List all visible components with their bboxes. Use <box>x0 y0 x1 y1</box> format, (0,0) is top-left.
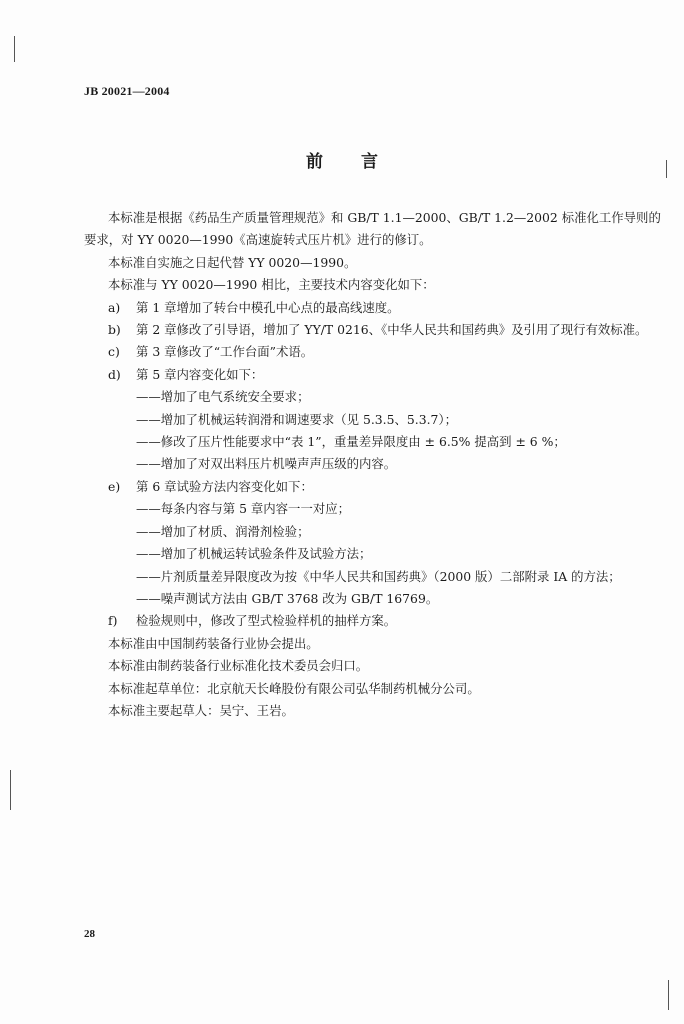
standard-code: JB 20021—2004 <box>84 84 170 98</box>
sub-list-item: ——增加了机械运转润滑和调速要求（见 5.3.5、5.3.7）； <box>136 411 457 427</box>
list-item-marker: e) <box>108 478 121 494</box>
list-item <box>84 297 659 319</box>
paragraph: 本标准由中国制药装备行业协会提出。 <box>108 635 319 651</box>
sub-list-item: ——增加了电气系统安全要求； <box>136 389 310 405</box>
paragraph: 要求，对 YY 0020—1990《高速旋转式压片机》进行的修订。 <box>84 232 432 248</box>
paragraph: 本标准与 YY 0020—1990 相比，主要技术内容变化如下： <box>108 277 435 293</box>
list-item-text: 第 6 章试验方法内容变化如下： <box>136 478 313 494</box>
list-item-marker: b) <box>108 322 121 338</box>
list-item-text: 第 2 章修改了引导语，增加了 YY/T 0216、《中华人民共和国药典》及引用了现行有效标准。 <box>136 322 648 338</box>
paragraph: 本标准起草单位：北京航天长峰股份有限公司弘华制药机械分公司。 <box>108 680 480 696</box>
scan-edge-mark <box>14 36 15 62</box>
list-item <box>84 341 659 363</box>
list-item-marker: f) <box>108 613 118 629</box>
list-item <box>84 476 659 498</box>
list-item-marker: d) <box>108 366 121 382</box>
list-item-text: 检验规则中，修改了型式检验样机的抽样方案。 <box>136 613 397 629</box>
list-item <box>84 610 659 632</box>
foreword-body <box>84 207 659 722</box>
sub-list-item: ——增加了材质、润滑剂检验； <box>136 523 310 539</box>
sub-list-item: ——增加了对双出料压片机噪声声压级的内容。 <box>136 456 397 472</box>
list-item <box>84 364 659 386</box>
list-item-marker: c) <box>108 344 120 360</box>
list-item-text: 第 5 章内容变化如下： <box>136 366 264 382</box>
sub-list-item: ——修改了压片性能要求中“表 1”，重量差异限度由 ± 6.5% 提高到 ± 6 %； <box>136 434 566 450</box>
page-number: 28 <box>84 928 95 940</box>
sub-list-item: ——噪声测试方法由 GB/T 3768 改为 GB/T 16769。 <box>136 590 439 606</box>
list-item <box>84 319 659 341</box>
list-item-text: 第 1 章增加了转台中模孔中心点的最高线速度。 <box>136 299 400 315</box>
scan-edge-mark <box>668 980 669 1010</box>
sub-list-item: ——增加了机械运转试验条件及试验方法； <box>136 546 372 562</box>
paragraph: 本标准自实施之日起代替 YY 0020—1990。 <box>108 254 357 270</box>
page-title: 前言 <box>306 152 416 172</box>
list-item-text: 第 3 章修改了“工作台面”术语。 <box>136 344 314 360</box>
paragraph: 本标准主要起草人：吴宁、王岩。 <box>108 702 294 718</box>
scan-edge-mark <box>10 770 11 810</box>
sub-list-item: ——每条内容与第 5 章内容一一对应； <box>136 501 351 517</box>
sub-list-item: ——片剂质量差异限度改为按《中华人民共和国药典》（2000 版）二部附录 IA 的方法； <box>136 568 621 584</box>
paragraph: 本标准是根据《药品生产质量管理规范》和 GB/T 1.1—2000、GB/T 1.2—2002 标准化工作导则的 <box>108 210 661 225</box>
paragraph: 本标准由制药装备行业标准化技术委员会归口。 <box>108 658 369 674</box>
list-item-marker: a) <box>108 299 121 315</box>
